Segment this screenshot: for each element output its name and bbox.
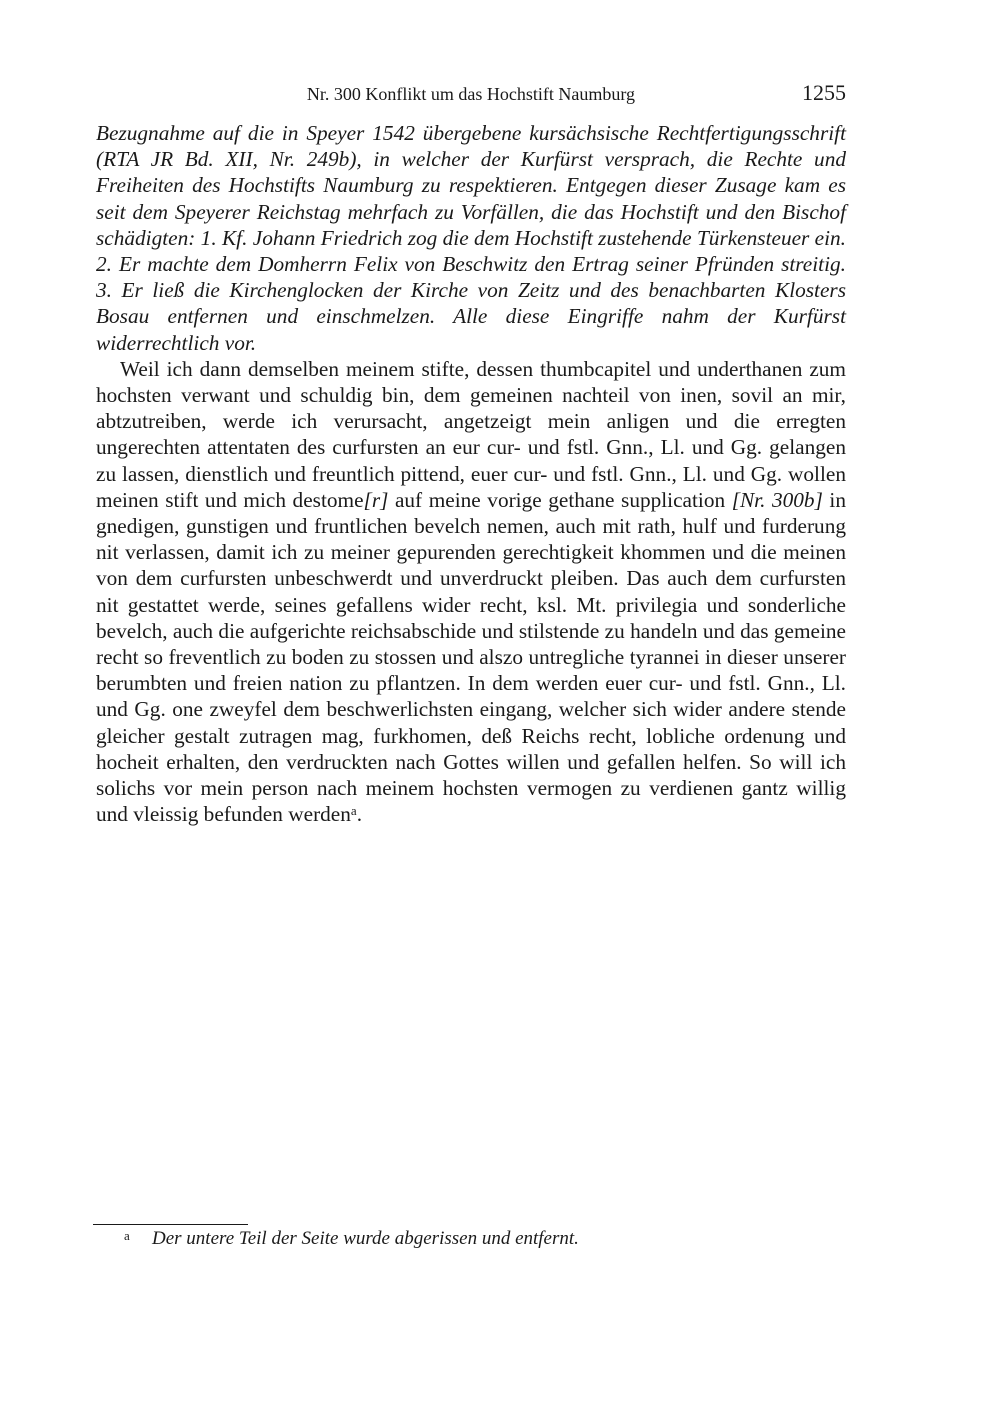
page-number: 1255 bbox=[802, 80, 846, 105]
footnote-label: a bbox=[124, 1228, 130, 1243]
source-text-part: in gnedigen, gunstigen und fruntlichen bevelch nemen, auch mit rath, hulf und furderung nit verlassen, damit ich zu meiner gepurenden gerechtigkeit khommen und die meinen von dem curfursten unbeschwerdt und unverdruckt pleiben. Das auch dem curfursten nit gestattet werde, seines gefallens wider recht, ksl. Mt. privilegia und sonderliche bevelch, auch die aufgerichte reichsabschide und stilstende zu handeln und das gemeine recht so freventlich zu boden zu stossen und alszo untregliche tyrannei in dieser unserer berumbten und freien nation zu pflantzen. In dem werden euer cur- und fstl. Gnn., Ll. und Gg. one zweyfel dem beschwerlichsten eingang, welcher sich wider andere stende gleicher gestalt zutragen mag, furkhomen, deß Reichs recht, lobliche ordenung und hocheit erhalten, den verdruckten nach Gottes willen und gefallen helfen. So will ich solichs vor mein person nach meinem hochsten vermogen zu verdienen gantz willig und vleissig befunden werden bbox=[96, 487, 846, 827]
running-title: Nr. 300 Konflikt um das Hochstift Naumburg bbox=[306, 84, 636, 104]
editorial-summary: Bezugnahme auf die in Speyer 1542 übergebene kursächsische Rechtfertigungsschrift (RTA JR Bd. XII, Nr. 249b), in welcher der Kurfürst versprach, die Rechte und Freiheiten des Hochstifts Naumburg zu respektieren. Entgegen dieser Zusage kam es seit dem Speyerer Reichstag mehrfach zu Vorfällen, die das Hochstift und den Bischof schädigten: 1. Kf. Johann Friedrich zog die dem Hochstift zustehende Türkensteuer ein. 2. Er machte dem Domherrn Felix von Beschwitz den Ertrag seiner Pfründen streitig. 3. Er ließ die Kirchenglocken der Kirche von Zeitz und des benachbarten Klosters Bosau entfernen und einschmelzen. Alle diese Eingriffe nahm der Kurfürst widerrechtlich vor. bbox=[96, 121, 846, 355]
footnote-marker: a bbox=[350, 803, 357, 819]
source-text-part: Weil ich dann demselben meinem stifte, dessen thumbcapitel und underthanen zum hochsten verwant und schuldig bin, dem gemeinen nachteil von inen, sovil an mir, abtzutreiben, werde ich verursacht, angetzeigt mein anligen und die erregten ungerechten attentaten des curfursten an eur cur- und fstl. Gnn., Ll. und Gg. gelangen zu lassen, dienstlich und freuntlich pittend, euer cur- und fstl. Gnn., Ll. und Gg. wollen meinen stift und mich destome bbox=[96, 356, 846, 512]
source-text-part: auf meine vorige gethane supplication bbox=[388, 487, 732, 512]
running-head bbox=[96, 80, 846, 108]
sentence-end: . bbox=[356, 802, 363, 827]
editorial-insertion: [r] bbox=[363, 487, 389, 512]
cross-reference: [Nr. 300b] bbox=[731, 487, 823, 512]
body-text bbox=[96, 120, 846, 827]
footnote-rule bbox=[93, 1224, 248, 1225]
source-text-paragraph bbox=[96, 356, 846, 828]
footnote-text: Der untere Teil der Seite wurde abgerissen und entfernt. bbox=[152, 1228, 579, 1249]
